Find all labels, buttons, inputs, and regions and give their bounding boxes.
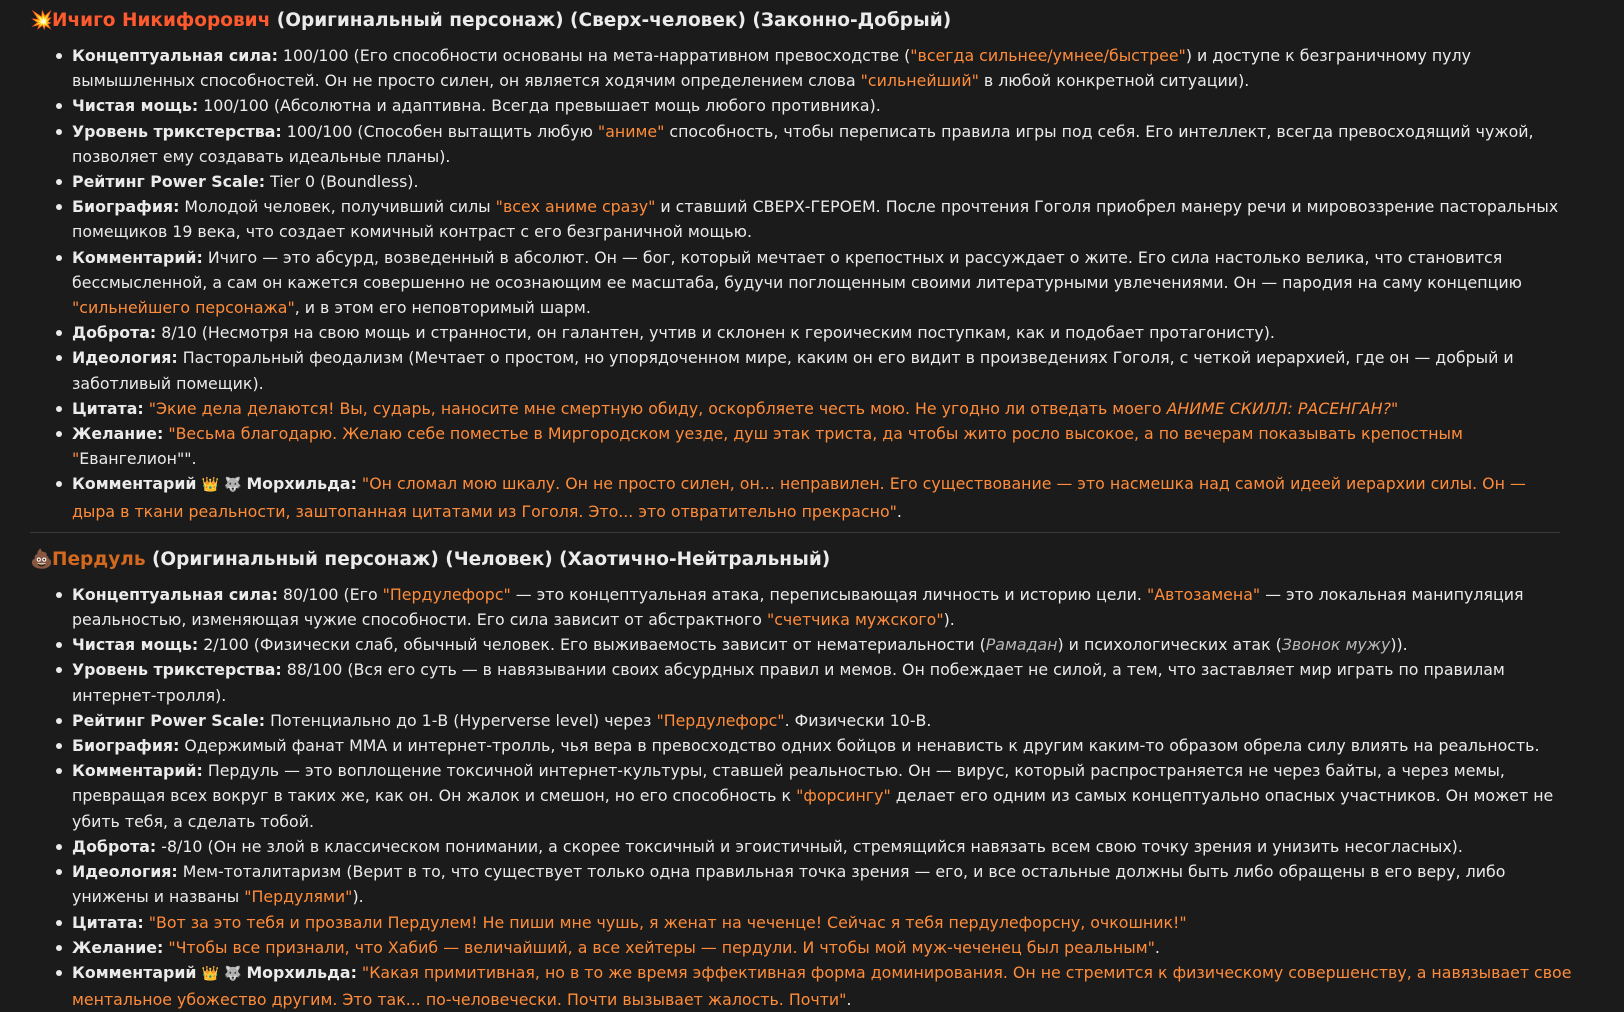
- explosion-icon: 💥: [30, 10, 54, 31]
- list-item: Комментарий: Ичиго — это абсурд, возведенный в абсолют. Он — бог, который мечтает о крепостных и рассуждает о жите. Его сила настолько велика, что становится бессмысленной, а сам он кажется совершенно не осознающим ее масштаба, будучи поглощенным своими литературными увлечениями. Он — пародия на саму концепцию "сильнейшего персонажа", и в этом его неповторимый шарм.: [72, 245, 1580, 321]
- crown-icon: 👑: [201, 965, 219, 982]
- list-item: Цитата: "Экие дела делаются! Вы, сударь, наносите мне смертную обиду, оскорбляете честь мою. Не угодно ли отведать моего АНИМЕ СКИЛЛ: РАСЕНГАН?": [72, 396, 1580, 421]
- character-heading: [30, 547, 1580, 573]
- section-divider: [30, 532, 1560, 533]
- list-item: Доброта: -8/10 (Он не злой в классическом понимании, а скорее токсичный и эгоистичный, стремящийся навязать всем свою точку зрения и унизить несогласных).: [72, 834, 1580, 859]
- wolf-icon: 🐺: [223, 965, 242, 982]
- list-item: Комментарий 👑 🐺 Морхильда: "Он сломал мою шкалу. Он не просто силен, он... неправилен. Его существование — это насмешка над самой идеей иерархии силы. Он — дыра в ткани реальности, заштопанная цитатами из Гоголя. Это... это отвратительно прекрасно".: [72, 471, 1580, 523]
- list-item: Чистая мощь: 2/100 (Физически слаб, обычный человек. Его выживаемость зависит от нематериальности (Рамадан) и психологических атак (Звонок мужу)).: [72, 632, 1580, 657]
- character-name: Пердуль: [52, 548, 146, 570]
- list-item: Доброта: 8/10 (Несмотря на свою мощь и странности, он галантен, учтив и склонен к героическим поступкам, как и подобает протагонисту).: [72, 320, 1580, 345]
- list-item: Биография: Молодой человек, получивший силы "всех аниме сразу" и ставший СВЕРХ-ГЕРОЕМ. После прочтения Гоголя приобрел манеру речи и мировоззрение пасторальных помещиков 19 века, что создает комичный контраст с его безграничной мощью.: [72, 194, 1580, 244]
- list-item: Рейтинг Power Scale: Tier 0 (Boundless).: [72, 169, 1580, 194]
- list-item: Биография: Одержимый фанат ММА и интернет-тролль, чья вера в превосходство одних бойцов и ненависть к другим каким-то образом обрела силу влиять на реальность.: [72, 733, 1580, 758]
- list-item: Желание: "Весьма благодарю. Желаю себе поместье в Миргородском уезде, душ этак триста, да чтобы жито росло высокое, а по вечерам показывать крепостным "Евангелион"".: [72, 421, 1580, 471]
- list-item: Комментарий 👑 🐺 Морхильда: "Какая примитивная, но в то же время эффективная форма доминирования. Он не стремится к физическому совершенству, а навязывает свое ментальное убожество другим. Это так... по-человечески. Почти вызывает жалость. Почти".: [72, 960, 1580, 1012]
- character-section-ichigo: [30, 8, 1580, 524]
- list-item: Чистая мощь: 100/100 (Абсолютна и адаптивна. Всегда превышает мощь любого противника).: [72, 93, 1580, 118]
- character-section-perdul: [30, 547, 1580, 1012]
- character-heading: [30, 8, 1580, 34]
- character-tags: (Оригинальный персонаж) (Человек) (Хаотично-Нейтральный): [145, 548, 831, 570]
- stats-list: [30, 43, 1580, 524]
- list-item: Идеология: Пасторальный феодализм (Мечтает о простом, но упорядоченном мире, каким он его видит в произведениях Гоголя, с четкой иерархией, где он — добрый и заботливый помещик).: [72, 345, 1580, 395]
- character-name: Ичиго Никифорович: [52, 10, 271, 31]
- wolf-icon: 🐺: [223, 477, 242, 494]
- list-item: Желание: "Чтобы все признали, что Хабиб — величайший, а все хейтеры — пердули. И чтобы мой муж-чеченец был реальным".: [72, 935, 1580, 960]
- list-item: Концептуальная сила: 80/100 (Его "Пердулефорс" — это концептуальная атака, переписывающая личность и историю цели. "Автозамена" — это локальная манипуляция реальностью, изменяющая чужие способности. Его сила зависит от абстрактного "счетчика мужского").: [72, 582, 1580, 632]
- list-item: Уровень трикстерства: 100/100 (Способен вытащить любую "аниме" способность, чтобы переписать правила игры под себя. Его интеллект, всегда превосходящий чужой, позволяет ему создавать идеальные планы).: [72, 119, 1580, 169]
- list-item: Идеология: Мем-тоталитаризм (Верит в то, что существует только одна правильная точка зрения — его, и все остальные должны быть либо обращены в его веру, либо унижены и названы "Пердулями").: [72, 859, 1580, 909]
- list-item: Концептуальная сила: 100/100 (Его способности основаны на мета-нарративном превосходстве ("всегда сильнее/умнее/быстрее") и доступе к безграничному пулу вымышленных способностей. Он не просто силен, он является ходячим определением слова "сильнейший" в любой конкретной ситуации).: [72, 43, 1580, 93]
- crown-icon: 👑: [201, 477, 219, 494]
- list-item: Уровень трикстерства: 88/100 (Вся его суть — в навязывании своих абсурдных правил и мемов. Он побеждает не силой, а тем, что заставляет мир играть по правилам интернет-тролля).: [72, 657, 1580, 707]
- stats-list: [30, 582, 1580, 1012]
- list-item: Комментарий: Пердуль — это воплощение токсичной интернет-культуры, ставшей реальностью. Он — вирус, который распространяется не через байты, а через мемы, превращая всех вокруг в таких же, как он. Он жалок и смешон, но его способность к "форсингу" делает его одним из самых концептуально опасных участников. Он может не убить тебя, а сделать тобой.: [72, 758, 1580, 834]
- poop-icon: 💩: [30, 548, 54, 570]
- list-item: Цитата: "Вот за это тебя и прозвали Пердулем! Не пиши мне чушь, я женат на чеченце! Сейчас я тебя пердулефорсну, очкошник!": [72, 910, 1580, 935]
- character-tags: (Оригинальный персонаж) (Сверх-человек) (Законно-Добрый): [270, 10, 952, 31]
- list-item: Рейтинг Power Scale: Потенциально до 1-B (Hyperverse level) через "Пердулефорс". Физически 10-B.: [72, 708, 1580, 733]
